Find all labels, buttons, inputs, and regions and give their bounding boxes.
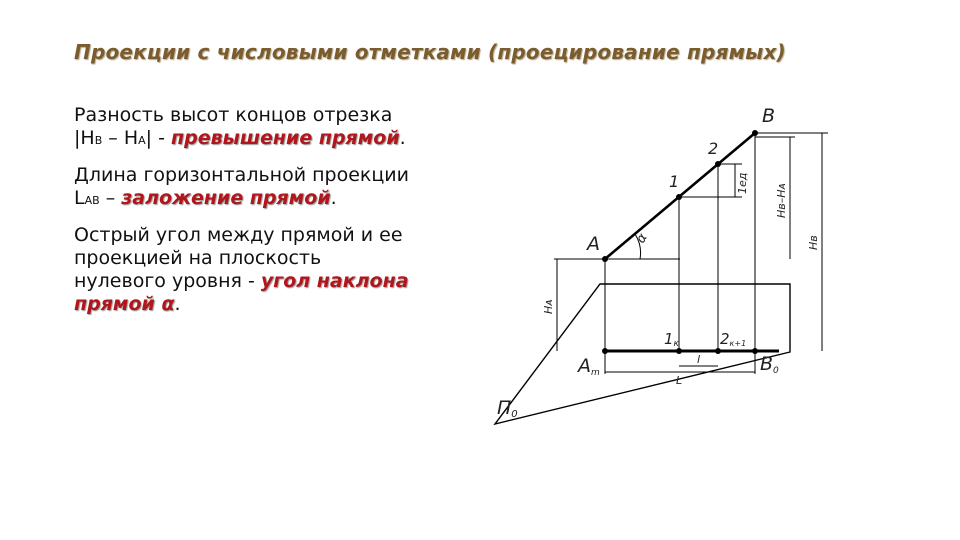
term-angle: угол наклона прямой α	[74, 270, 409, 315]
proj-2-dot	[715, 348, 721, 354]
p2-end: .	[330, 187, 337, 209]
paragraph-angle	[74, 224, 414, 316]
label-proj-2: 2к+1	[720, 330, 747, 348]
label-plane: П0	[497, 397, 518, 420]
label-hb: Hв	[807, 235, 820, 250]
p1-sub-a: A	[138, 134, 146, 147]
label-dim-l: L	[676, 374, 683, 387]
point-b-dot	[752, 130, 758, 136]
p1-sub-b: B	[94, 134, 103, 147]
term-rise: превышение прямой	[171, 127, 400, 149]
label-b: B	[762, 105, 776, 127]
p3-end: .	[174, 293, 181, 315]
label-1: 1	[669, 172, 680, 191]
label-proj-1: 1к	[664, 330, 679, 349]
label-dim-l-small: l	[697, 353, 701, 366]
label-ha: Hᴀ	[542, 299, 555, 314]
point-2-dot	[715, 161, 721, 167]
plane-zero	[495, 284, 790, 424]
p1-dash: – H	[102, 127, 139, 149]
label-proj-b: B0	[760, 353, 779, 376]
label-unit: 1ед	[736, 172, 749, 194]
label-proj-a: Am	[578, 355, 600, 378]
slide-title: Проекции с числовыми отметками (проецирование прямых)	[74, 40, 786, 64]
label-a: A	[587, 233, 600, 255]
p1-end: .	[399, 127, 406, 149]
p1-text: Разность высот концов отрезка |H	[74, 104, 393, 149]
point-a-dot	[602, 256, 608, 262]
p2-text2: –	[99, 187, 122, 209]
paragraph-rise	[74, 104, 414, 152]
term-layout: заложение прямой	[121, 187, 331, 209]
body-text	[74, 104, 414, 328]
projection-diagram	[450, 90, 820, 430]
point-1-dot	[676, 194, 682, 200]
p2-text: Длина горизонтальной проекции L	[74, 164, 409, 209]
p2-sub: AB	[84, 194, 100, 207]
proj-a-dot	[602, 348, 608, 354]
label-2: 2	[708, 139, 719, 158]
p3-text: Острый угол между прямой и ее проекцией на плоскость нулевого уровня -	[74, 224, 403, 292]
label-hb-ha: Hв–Hᴀ	[775, 182, 788, 218]
projectors	[605, 133, 755, 374]
paragraph-layout	[74, 164, 414, 212]
p1-text2: | -	[145, 127, 171, 149]
proj-b-dot	[752, 348, 758, 354]
label-alpha: α	[633, 231, 651, 246]
